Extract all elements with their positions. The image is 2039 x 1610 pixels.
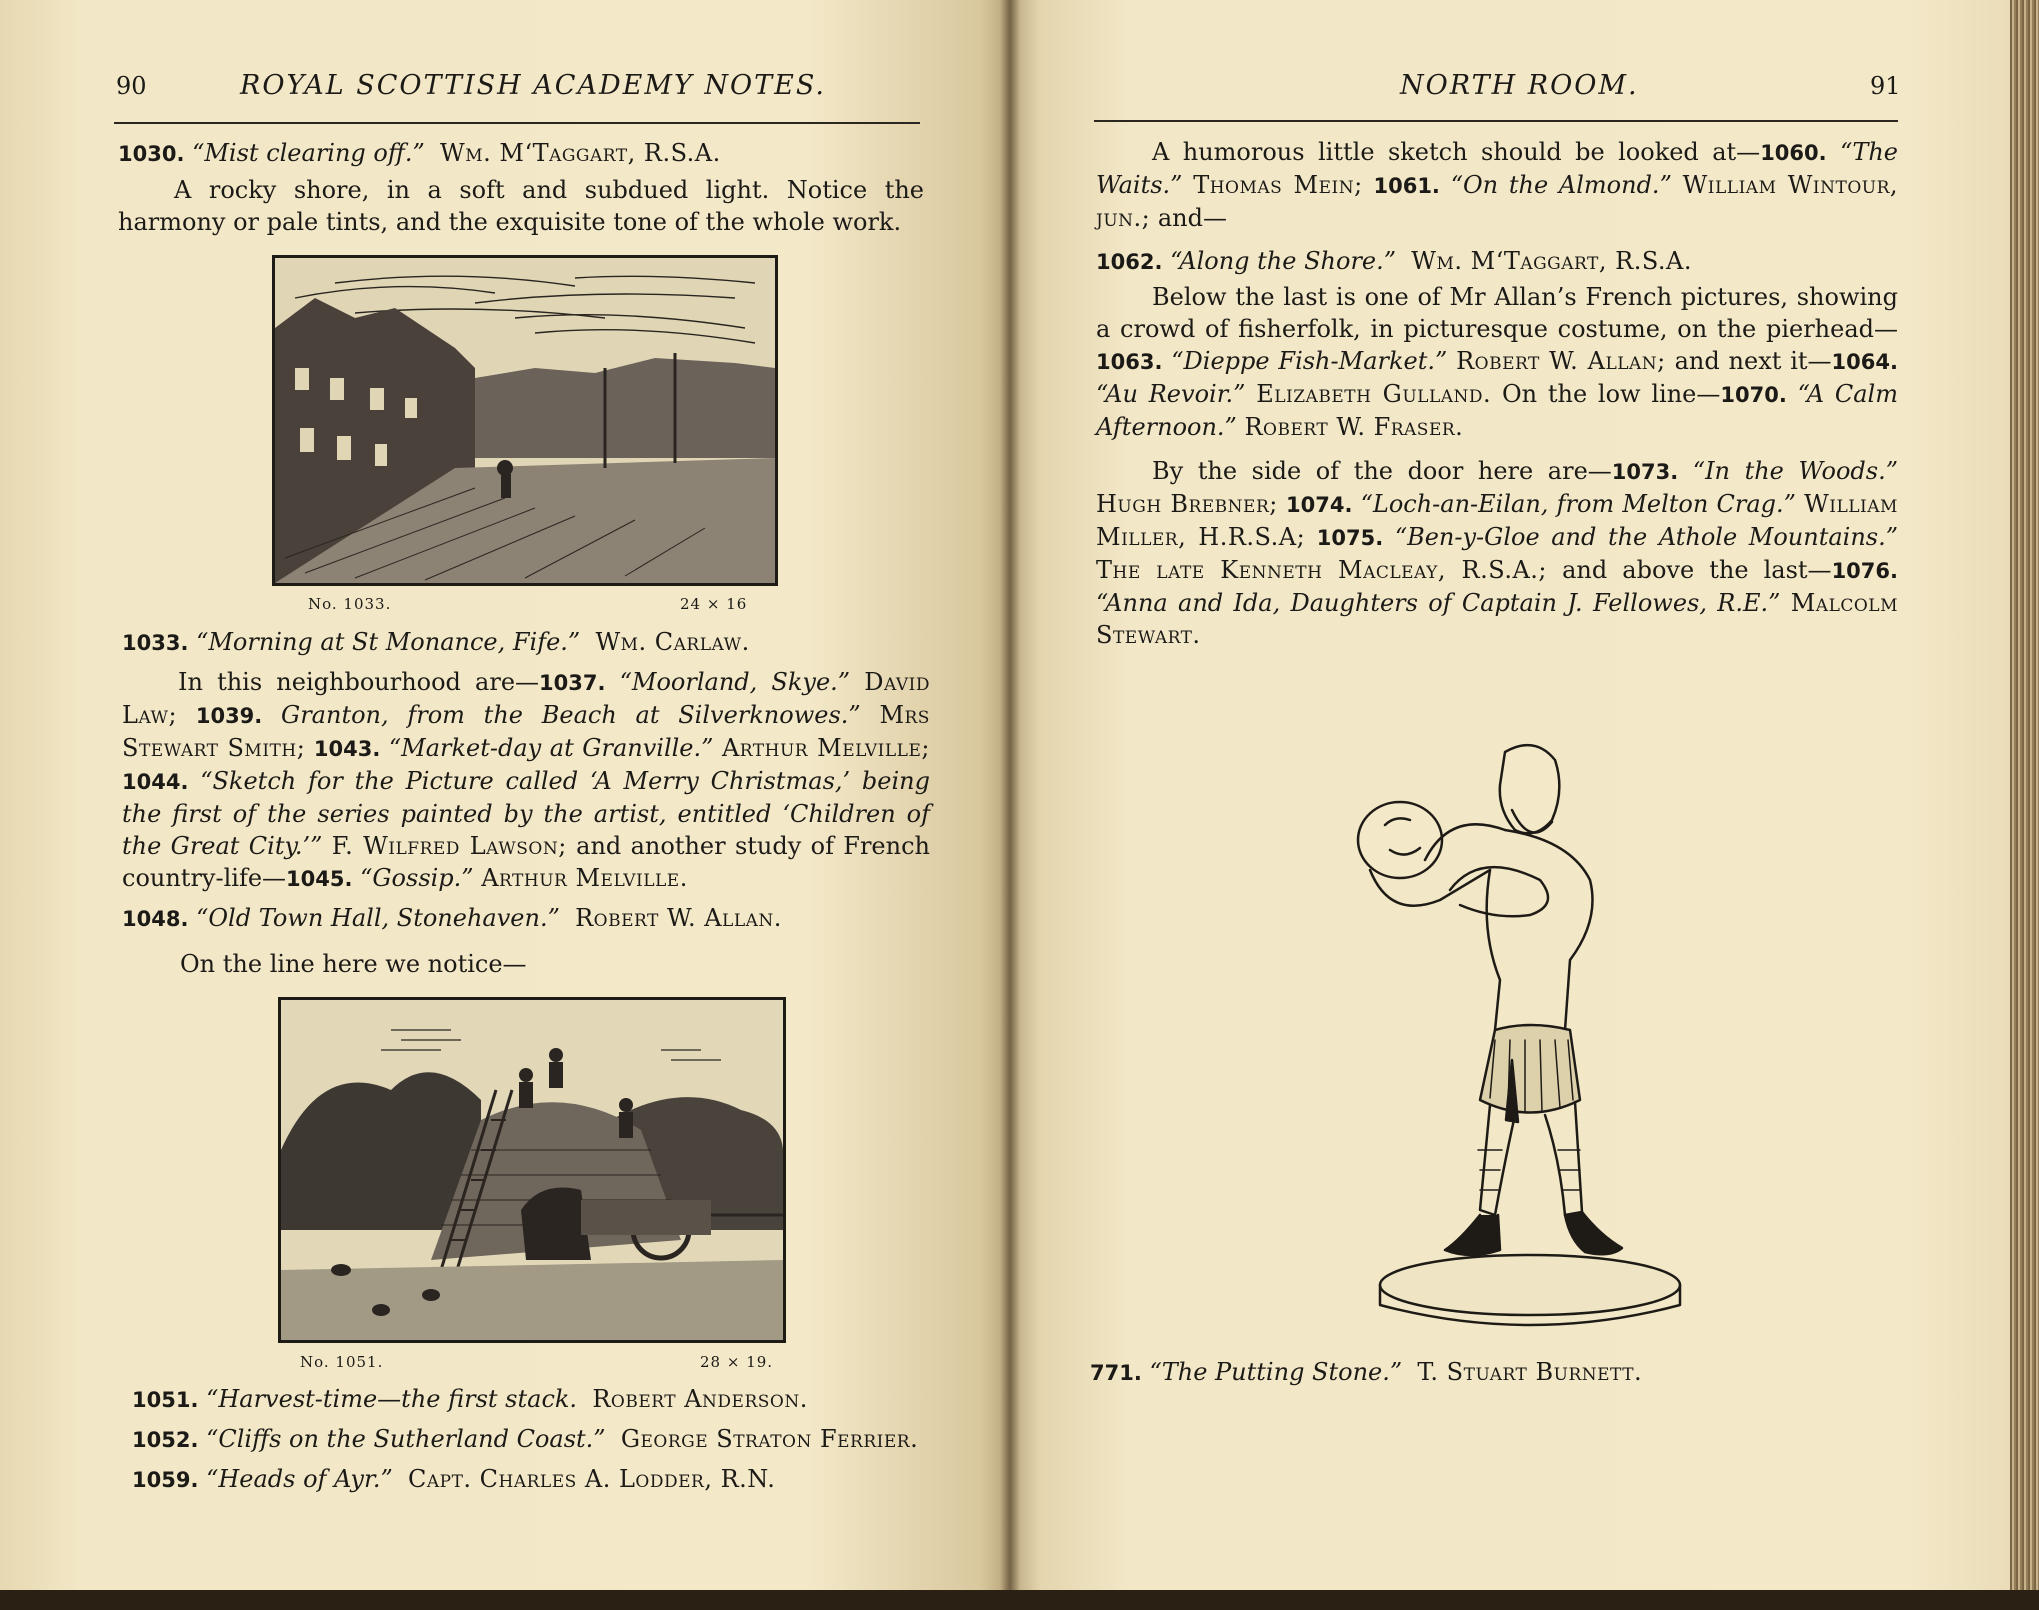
plate-harvest-illustration xyxy=(278,997,786,1343)
entry-1048: 1048. “Old Town Hall, Stonehaven.” Robert W. Allan. xyxy=(122,904,782,932)
entry-1052: 1052. “Cliffs on the Sutherland Coast.” George Straton Ferrier. xyxy=(132,1425,919,1453)
header-rule-left xyxy=(114,122,920,124)
putting-stone-statue-illustration xyxy=(1330,730,1690,1350)
entry-1059: 1059. “Heads of Ayr.” Capt. Charles A. Lodder, R.N. xyxy=(132,1465,776,1493)
running-head-right: NORTH ROOM. xyxy=(1400,70,1639,101)
entry-1051: 1051. “Harvest-time—the first stack. Robert Anderson. xyxy=(132,1385,808,1413)
entry-1033: 1033. “Morning at St Monance, Fife.” Wm. Carlaw. xyxy=(122,628,750,656)
entry-1062: 1062. “Along the Shore.” Wm. M‘Taggart, R.S.A. xyxy=(1096,247,1693,275)
on-the-line-note: On the line here we notice— xyxy=(180,950,527,978)
bottom-shadow xyxy=(0,1590,2039,1610)
entry-number: 1030. xyxy=(118,142,185,166)
neighbourhood-paragraph: In this neighbourhood are—1037. “Moorland, Skye.” David Law; 1039. Granton, from the Beach at Silverknowes.” Mrs Stewart Smith; 1043. “Market-day at Granville.” Arthur Melville; 1044. “Sketch for the Picture called ‘A Merry Christmas,’ being the first of the series painted by the artist, entitled ‘Children of the Great City.’” F. Wilfred Lawson; and another study of French country-life—1045. “Gossip.” Arthur Melville. xyxy=(122,668,930,892)
plate-caption-size: 28 × 19. xyxy=(700,1353,774,1371)
entry-771: 771. “The Putting Stone.” T. Stuart Burnett. xyxy=(1090,1358,1643,1386)
plate-street-illustration xyxy=(272,255,778,586)
plate-caption-size: 24 × 16 xyxy=(680,595,748,613)
street-engraving xyxy=(275,258,775,583)
paragraph-1063: Below the last is one of Mr Allan’s French pictures, showing a crowd of fisherfolk, in picturesque costume, on the pierhead—1063. “Dieppe Fish-Market.” Robert W. Allan; and next it—1064. “Au Revoir.” Elizabeth Gulland. On the low line—1070. “A Calm Afternoon.” Robert W. Fraser. xyxy=(1096,283,1898,441)
page-number-left: 90 xyxy=(116,72,147,100)
page-edges xyxy=(2010,0,2039,1610)
header-rule-right xyxy=(1094,120,1898,122)
paragraph-1060: A humorous little sketch should be looked at—1060. “The Waits.” Thomas Mein; 1061. “On the Almond.” William Wintour, jun.; and— xyxy=(1096,138,1899,232)
page-number-right: 91 xyxy=(1870,72,1901,100)
entry-artist: Wm. M‘Taggart, R.S.A. xyxy=(440,139,721,167)
book-gutter xyxy=(1000,0,1020,1610)
running-head-left: ROYAL SCOTTISH ACADEMY NOTES. xyxy=(240,70,826,101)
entry-title: “Mist clearing off.” xyxy=(192,139,425,167)
statue-drawing xyxy=(1330,730,1690,1350)
plate-caption-number: No. 1033. xyxy=(308,595,392,613)
harvest-engraving xyxy=(281,1000,783,1340)
paragraph-1073: By the side of the door here are—1073. “In the Woods.” Hugh Brebner; 1074. “Loch-an-Eilan, from Melton Crag.” William Miller, H.R.S.A; 1075. “Ben-y-Gloe and the Athole Mountains.” The late Kenneth Macleay, R.S.A.; and above the last—1076. “Anna and Ida, Daughters of Captain J. Fellowes, R.E.” Malcolm Stewart. xyxy=(1096,457,1898,649)
entry-1030 xyxy=(118,137,924,238)
entry-description: A rocky shore, in a soft and subdued light. Notice the harmony or pale tints, and the exquisite tone of the whole work. xyxy=(118,176,924,236)
plate-caption-number: No. 1051. xyxy=(300,1353,384,1371)
